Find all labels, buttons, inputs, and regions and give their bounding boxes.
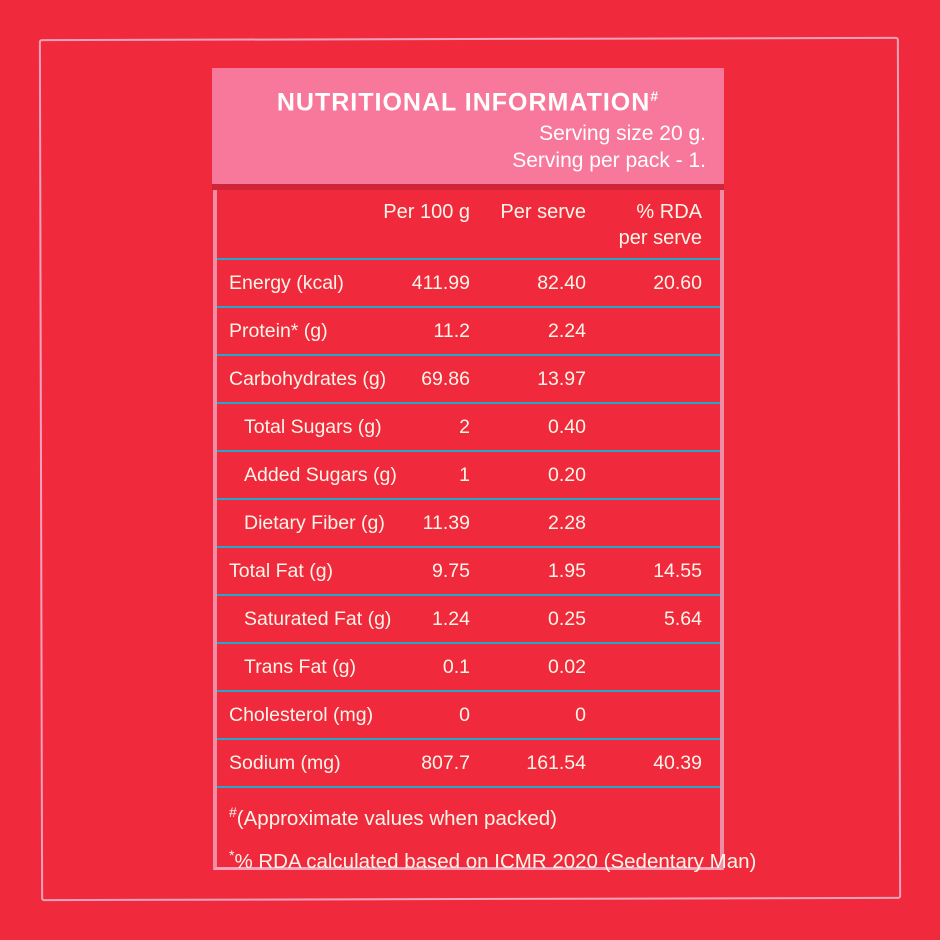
header-rda-line1: % RDA [636, 201, 702, 223]
nutrient-label: Total Fat (g) [229, 559, 334, 582]
value-per-serve: 13.97 [537, 367, 586, 390]
nutrient-label: Energy (kcal) [229, 271, 344, 294]
table-row [217, 644, 720, 692]
table-row [217, 356, 720, 404]
value-per-100g: 1 [459, 463, 470, 486]
nutrient-label: Saturated Fat (g) [244, 607, 392, 630]
value-per-100g: 0 [459, 703, 470, 726]
value-per-100g: 9.75 [432, 559, 470, 582]
value-per-serve: 0.25 [548, 607, 586, 630]
nutrient-label: Protein* (g) [229, 319, 328, 342]
nutrient-label: Dietary Fiber (g) [244, 511, 385, 534]
value-per-100g: 1.24 [432, 607, 470, 630]
value-per-100g: 807.7 [421, 751, 470, 774]
table-row [217, 548, 720, 596]
footnote: #(Approximate values when packed) [229, 804, 557, 830]
value-per-serve: 1.95 [548, 559, 586, 582]
serving-per-pack: Serving per pack - 1. [512, 149, 706, 172]
table-row [217, 596, 720, 644]
table-header-row [217, 190, 720, 260]
nutrient-label: Sodium (mg) [229, 751, 341, 774]
value-per-serve: 2.24 [548, 319, 586, 342]
serving-size: Serving size 20 g. [539, 122, 706, 145]
value-per-100g: 0.1 [442, 655, 470, 678]
table-row [217, 260, 720, 308]
label-title [212, 68, 724, 117]
nutrient-label: Cholesterol (mg) [229, 703, 374, 726]
table-row [217, 452, 720, 500]
value-per-serve: 82.40 [537, 271, 586, 294]
value-per-100g: 2 [459, 415, 470, 438]
value-per-serve: 0.02 [548, 655, 586, 678]
footnote-marker: * [229, 846, 235, 863]
nutrient-label: Carbohydrates (g) [229, 367, 387, 390]
table-row [217, 500, 720, 548]
value-rda-per-serve: 40.39 [653, 751, 702, 774]
nutrient-label: Total Sugars (g) [244, 415, 382, 438]
value-per-serve: 2.28 [548, 511, 586, 534]
nutrient-label: Trans Fat (g) [244, 655, 356, 678]
value-per-100g: 69.86 [421, 367, 470, 390]
value-per-100g: 11.39 [422, 511, 470, 534]
label-header-panel [212, 68, 724, 190]
table-row [217, 404, 720, 452]
table-body [217, 260, 720, 788]
table-row [217, 740, 720, 788]
label-title-footnote-marker: # [650, 88, 660, 104]
table-row [217, 308, 720, 356]
value-rda-per-serve: 20.60 [653, 271, 702, 294]
value-rda-per-serve: 5.64 [664, 607, 702, 630]
serving-info [512, 120, 706, 174]
header-per-serve: Per serve [500, 201, 586, 223]
header-rda-line2: per serve [618, 227, 702, 249]
value-per-100g: 411.99 [411, 271, 470, 294]
table-footnotes [217, 788, 757, 873]
value-per-serve: 0.20 [548, 463, 586, 486]
value-per-serve: 0 [575, 703, 586, 726]
header-per-100g: Per 100 g [383, 201, 470, 223]
value-per-serve: 0.40 [548, 415, 586, 438]
table-row [217, 692, 720, 740]
nutrient-label: Added Sugars (g) [244, 463, 397, 486]
header-rda [586, 199, 702, 251]
nutrition-table [213, 190, 757, 873]
value-rda-per-serve: 14.55 [653, 559, 702, 582]
value-per-100g: 11.2 [433, 319, 470, 342]
footnote-marker: # [229, 804, 237, 820]
value-per-serve: 161.54 [526, 751, 586, 774]
footnote: *% RDA calculated based on ICMR 2020 (Sedentary Man) [229, 846, 757, 873]
label-title-text: NUTRITIONAL INFORMATION [276, 88, 651, 117]
